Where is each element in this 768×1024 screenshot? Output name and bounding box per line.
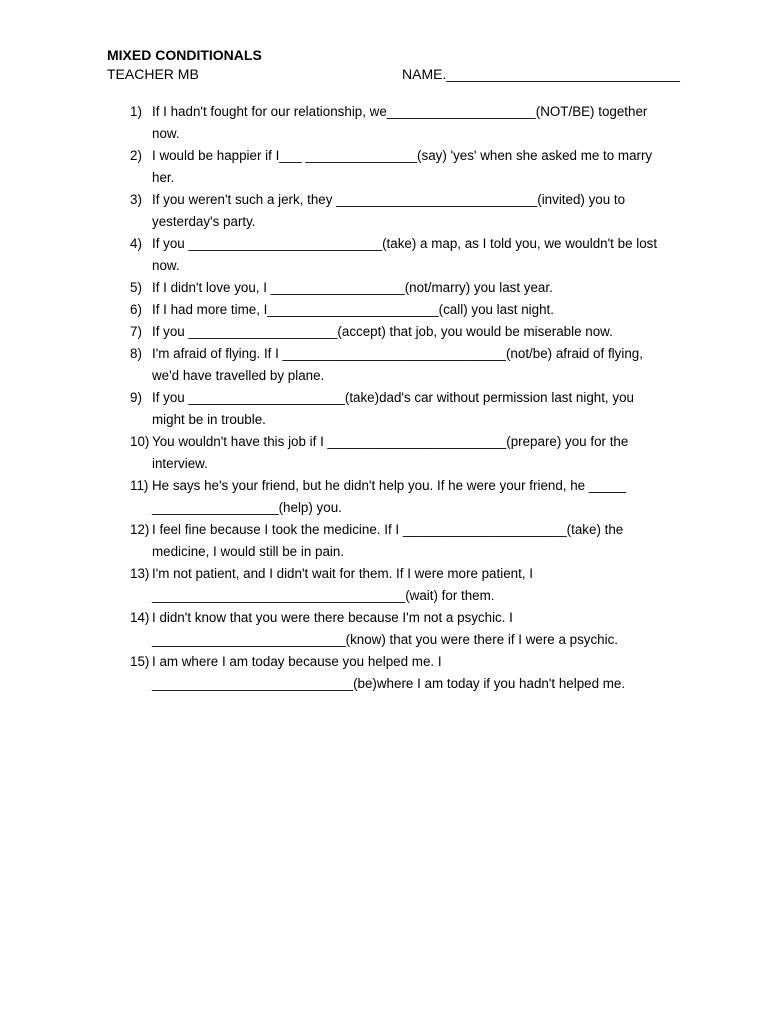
question-number: 3) (130, 192, 142, 207)
question-item (130, 101, 670, 145)
question-number: 8) (130, 346, 142, 361)
question-text: If you _____________________(take)dad's car without permission last night, you might be in trouble. (152, 390, 634, 427)
question-text: If you __________________________(take) a map, as I told you, we wouldn't be lost now. (152, 236, 658, 273)
worksheet-title: MIXED CONDITIONALS (107, 47, 262, 63)
question-number: 14) (130, 610, 150, 625)
question-number: 7) (130, 324, 142, 339)
question-item (130, 607, 670, 651)
question-item (130, 651, 670, 695)
question-number: 13) (130, 566, 150, 581)
question-item (130, 233, 670, 277)
question-number: 2) (130, 148, 142, 163)
question-number: 5) (130, 280, 142, 295)
question-number: 15) (130, 654, 150, 669)
question-item (130, 277, 670, 299)
question-item (130, 519, 670, 563)
teacher-label: TEACHER MB (107, 66, 199, 82)
question-number: 11) (130, 478, 149, 493)
question-number: 9) (130, 390, 142, 405)
question-text: If you weren't such a jerk, they ___________________________(invited) you to yesterday's party. (152, 192, 626, 229)
question-text: I didn't know that you were there because I'm not a psychic. I __________________________(know) that you were there if I were a psychic. (152, 610, 619, 647)
question-item (130, 189, 670, 233)
question-text: I would be happier if I___ _______________(say) 'yes' when she asked me to marry her. (152, 148, 653, 185)
question-text: If you ____________________(accept) that job, you would be miserable now. (152, 324, 613, 339)
question-text: If I hadn't fought for our relationship, we____________________(NOT/BE) together now. (152, 104, 648, 141)
question-number: 12) (130, 522, 150, 537)
question-text: If I didn't love you, I __________________(not/marry) you last year. (152, 280, 553, 295)
question-item (130, 321, 670, 343)
name-field: NAME.______________________________ (402, 66, 680, 82)
question-number: 6) (130, 302, 142, 317)
question-text: I'm afraid of flying. If I ______________________________(not/be) afraid of flying, we'd have travelled by plane. (152, 346, 643, 383)
question-item (130, 431, 670, 475)
question-number: 4) (130, 236, 142, 251)
question-item (130, 387, 670, 431)
question-item (130, 343, 670, 387)
question-text: I'm not patient, and I didn't wait for them. If I were more patient, I __________________________________(wait) for them. (152, 566, 533, 603)
question-item (130, 475, 670, 519)
question-text: I am where I am today because you helped me. I ___________________________(be)where I am today if you hadn't helped me. (152, 654, 626, 691)
question-item (130, 299, 670, 321)
question-number: 10) (130, 434, 150, 449)
question-text: He says he's your friend, but he didn't help you. If he were your friend, he _____ _________________(help) you. (152, 478, 627, 515)
question-item (130, 145, 670, 189)
question-text: I feel fine because I took the medicine. If I ______________________(take) the medicine, I would still be in pain. (152, 522, 624, 559)
question-text: You wouldn't have this job if I ________________________(prepare) you for the interview. (152, 434, 629, 471)
question-number: 1) (130, 104, 142, 119)
question-list (130, 101, 670, 695)
question-item (130, 563, 670, 607)
question-text: If I had more time, I_______________________(call) you last night. (152, 302, 554, 317)
